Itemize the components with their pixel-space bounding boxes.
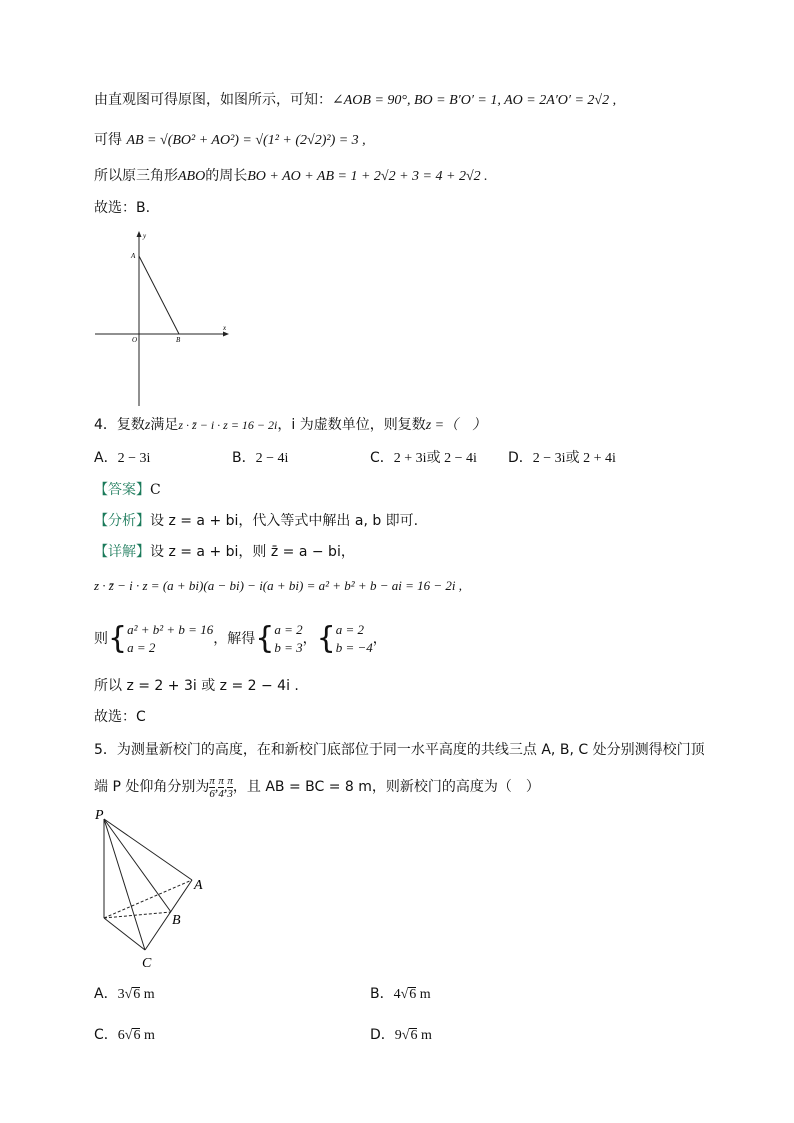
radicand: 6 <box>409 987 417 1002</box>
numerator: π <box>227 774 233 787</box>
system-1 <box>127 621 213 657</box>
text: ，解得 <box>213 631 256 647</box>
numerator: π <box>218 774 224 787</box>
q4-conclusion: 所以 z = 2 + 3i 或 z = 2 − 4i . <box>94 678 299 694</box>
text: 4．复数 <box>94 417 145 433</box>
option-label: A． <box>94 450 118 466</box>
label-A: A <box>194 878 203 893</box>
line-base-B <box>104 912 171 918</box>
brace: { <box>316 621 336 656</box>
eq: a = 2 <box>127 640 156 655</box>
q5-option-b[interactable] <box>370 984 431 1005</box>
solution3-line1 <box>94 90 616 111</box>
label-C: C <box>142 956 152 971</box>
analysis-text: 设 z = a + bi，代入等式中解出 a, b 即可. <box>150 513 419 529</box>
option-label: B． <box>232 450 256 466</box>
text: 满足 <box>150 417 179 433</box>
brace: { <box>255 621 275 656</box>
label-P: P <box>95 808 104 823</box>
q5-stem-line2: 端 P 处仰角分别为 $\frac{\pi}{6}$ , $\frac{\pi}{4}$ , $\frac{\pi}{3}$ ，且 AB = BC = 8 m，则新校门的高度为（ ） <box>94 774 540 800</box>
option-text: 2 + 3i或 2 − 4i <box>393 451 477 466</box>
radicand: 6 <box>133 1028 141 1043</box>
option-label: C． <box>94 1027 118 1043</box>
solution3-line3 <box>94 166 488 187</box>
x-axis-arrow <box>223 332 229 337</box>
eq: b = −4 <box>335 640 373 655</box>
system-3 <box>336 621 373 657</box>
tower-figure <box>92 805 217 975</box>
unit: m <box>417 1028 432 1043</box>
option-coef: 3 <box>117 987 125 1002</box>
unit: m <box>416 987 431 1002</box>
q5-option-d[interactable] <box>370 1025 432 1046</box>
math: z · z̄ − i · z = 16 − 2i <box>178 418 278 432</box>
text: 所以原三角形 <box>94 168 178 184</box>
math: BO + AO + AB = 1 + 2√2 + 3 = 4 + 2√2 . <box>247 169 488 184</box>
label-A: A <box>131 252 136 260</box>
q4-option-c[interactable] <box>370 448 477 469</box>
detail-tag: 【详解】 <box>94 544 150 560</box>
q4-answer <box>94 480 161 500</box>
q4-expand: z · z̄ − i · z = (a + bi)(a − bi) − i(a + bi) = a² + b² + b − ai = 16 − 2i , <box>94 578 462 593</box>
text: ，i 为虚数单位，则复数 <box>277 417 426 433</box>
answer-value: C <box>150 482 161 498</box>
label-O: O <box>132 336 138 344</box>
radicand: 6 <box>133 987 141 1002</box>
solution3-line2 <box>94 130 366 151</box>
answer-tag: 【答案】 <box>94 482 150 498</box>
q4-option-a[interactable] <box>94 448 150 469</box>
line-PC <box>104 819 145 950</box>
detail-text: 设 z = a + bi，则 z̄ = a − bi， <box>150 544 355 560</box>
math: z =（ ） <box>425 418 487 433</box>
option-coef: 9 <box>394 1028 402 1043</box>
option-label: D． <box>508 450 533 466</box>
label-B: B <box>176 336 181 344</box>
math: AB = √(BO² + AO²) = √(1² + (2√2)²) = 3 , <box>126 133 366 148</box>
unit: m <box>140 987 155 1002</box>
text: 端 P 处仰角分别为 <box>94 779 210 795</box>
radical-sign: √ <box>401 1028 410 1043</box>
q4-option-b[interactable] <box>232 448 288 469</box>
option-label: D． <box>370 1027 395 1043</box>
radicand: 6 <box>410 1028 418 1043</box>
denominator: 3 <box>227 787 233 800</box>
label-B: B <box>172 913 181 928</box>
option-label: A． <box>94 986 118 1002</box>
denominator: 4 <box>218 787 224 800</box>
solution3-choice: 故选：B. <box>94 200 151 216</box>
option-text: 2 − 4i <box>255 451 289 466</box>
text: ，且 AB = BC = 8 m，则新校门的高度为（ ） <box>232 779 540 795</box>
q5-option-c[interactable] <box>94 1025 155 1046</box>
analysis-tag: 【分析】 <box>94 513 150 529</box>
numerator: π <box>209 774 215 787</box>
coordinate-figure <box>90 228 235 408</box>
math: ∠AOB = 90°, BO = B′O′ = 1, AO = 2A′O′ = 2√2 , <box>332 93 617 108</box>
q4-option-d[interactable] <box>508 448 616 469</box>
q5-option-a[interactable] <box>94 984 155 1005</box>
line-PA <box>104 819 192 880</box>
radical-sign: √ <box>400 987 409 1002</box>
label-y: y <box>143 232 147 240</box>
option-label: C． <box>370 450 394 466</box>
radical-sign: √ <box>124 987 133 1002</box>
option-label: B． <box>370 986 394 1002</box>
y-axis-arrow <box>137 231 142 237</box>
option-text: 2 − 3i或 2 + 4i <box>532 451 616 466</box>
eq: a = 2 <box>274 622 303 637</box>
q4-analysis <box>94 511 418 531</box>
option-coef: 6 <box>117 1028 125 1043</box>
option-text: 2 − 3i <box>117 451 151 466</box>
q4-system: 则{ a² + b² + b = 16 a = 2 ，解得{ a = 2 b = 3 ，{ a = 2 b = −4 ， <box>94 621 387 656</box>
system-2 <box>274 621 302 657</box>
eq: b = 3 <box>274 640 303 655</box>
label-x: x <box>223 324 227 332</box>
math: ABO <box>178 169 206 184</box>
text: 则 <box>94 631 108 647</box>
text: 由直观图可得原图，如图所示，可知： <box>94 92 332 108</box>
q4-choice: 故选：C <box>94 709 146 725</box>
q4-detail <box>94 542 355 562</box>
option-coef: 4 <box>393 987 401 1002</box>
denominator: 6 <box>209 787 215 800</box>
radical-sign: √ <box>124 1028 133 1043</box>
eq: a = 2 <box>335 622 364 637</box>
text: 可得 <box>94 132 122 148</box>
line-PB <box>104 819 171 912</box>
math: z <box>144 418 151 433</box>
eq: a² + b² + b = 16 <box>127 622 214 637</box>
q5-stem-line1: 5．为测量新校门的高度，在和新校门底部位于同一水平高度的共线三点 A, B, C 处分别测得校门顶 <box>94 742 705 758</box>
q4-stem <box>94 415 486 436</box>
text: 的周长 <box>205 168 248 184</box>
unit: m <box>140 1028 155 1043</box>
line-base-C <box>104 918 145 950</box>
brace: { <box>108 621 128 656</box>
segment-AB <box>139 256 179 334</box>
